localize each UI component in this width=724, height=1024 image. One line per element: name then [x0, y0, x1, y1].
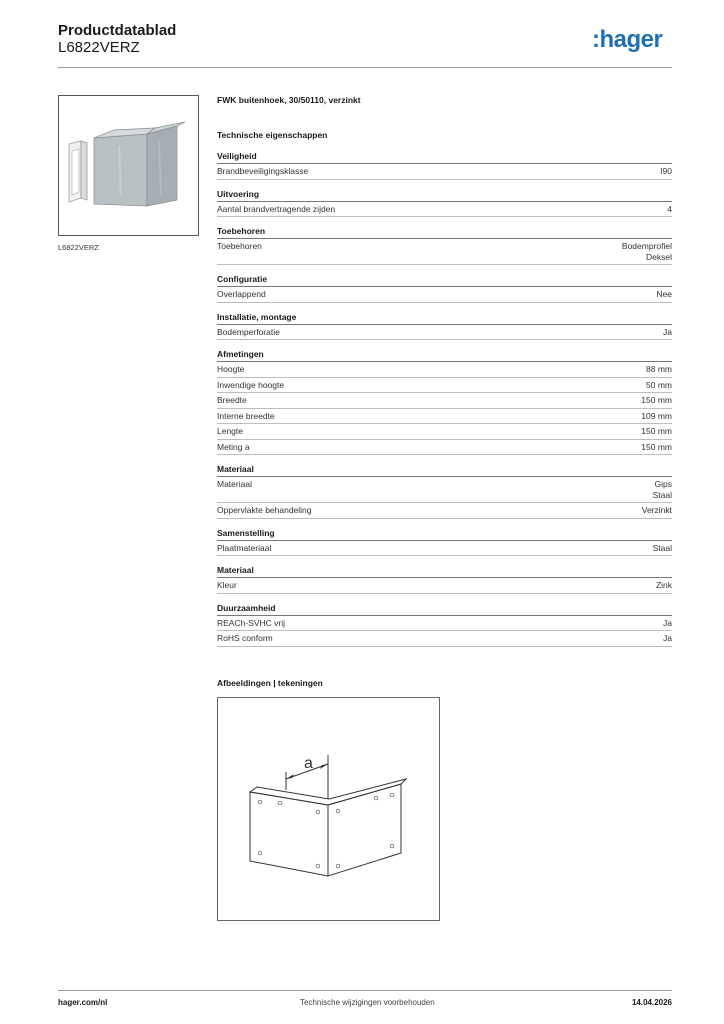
- spec-value-line: Ja: [663, 617, 672, 628]
- spec-row: [217, 503, 672, 519]
- spec-value-line: 150 mm: [641, 426, 672, 436]
- spec-label: Hoogte: [217, 364, 245, 374]
- spec-value: [667, 204, 672, 215]
- spec-row: [217, 287, 672, 303]
- spec-value-line: Ja: [663, 326, 672, 337]
- spec-value-line: Staal: [652, 542, 672, 553]
- spec-group-title: Samenstelling: [217, 528, 672, 541]
- spec-label: Oppervlakte behandeling: [217, 505, 312, 515]
- dimension-label: a: [304, 755, 313, 772]
- spec-row: [217, 477, 672, 503]
- spec-value: [656, 289, 672, 300]
- footer-website: hager.com/nl: [58, 998, 108, 1007]
- hager-logo: [592, 26, 672, 56]
- spec-value: [663, 633, 672, 644]
- spec-group-title: Toebehoren: [217, 226, 672, 239]
- spec-row: [217, 541, 672, 557]
- spec-row: [217, 409, 672, 425]
- technical-drawing: [217, 697, 440, 921]
- spec-value: [642, 505, 672, 516]
- spec-row: [217, 202, 672, 218]
- spec-value-line: Verzinkt: [641, 505, 672, 515]
- spec-group-title: Veiligheid: [217, 151, 672, 164]
- spec-row: [217, 393, 672, 409]
- spec-value-line: Staal: [652, 489, 672, 500]
- spec-value: [646, 364, 672, 375]
- spec-value: [653, 479, 672, 500]
- spec-row: [217, 424, 672, 440]
- spec-label: Plaatmateriaal: [217, 542, 272, 553]
- drawing-title: Afbeeldingen | tekeningen: [217, 678, 323, 688]
- product-photo: [58, 95, 199, 236]
- spec-value: [653, 543, 672, 554]
- spec-group-title: Afmetingen: [217, 349, 672, 362]
- header-divider: [58, 67, 672, 68]
- spec-groups: [217, 151, 672, 647]
- spec-value: [656, 580, 672, 591]
- spec-group-title: Materiaal: [217, 565, 672, 578]
- spec-value-line: 150 mm: [641, 395, 672, 405]
- spec-label: REACh-SVHC vrij: [217, 617, 286, 628]
- spec-value-line: Ja: [663, 633, 672, 643]
- spec-value-line: Zink: [655, 580, 672, 590]
- spec-value-line: Bodemprofiel: [621, 241, 672, 251]
- spec-label: Breedte: [217, 395, 247, 405]
- spec-value-line: Deksel: [646, 251, 672, 262]
- spec-row: [217, 164, 672, 180]
- spec-value: [641, 395, 672, 406]
- document-title: Productdatablad: [58, 22, 177, 39]
- spec-value-line: Gips: [654, 479, 672, 489]
- spec-heading: Technische eigenschappen: [217, 130, 328, 140]
- spec-label: Interne breedte: [217, 410, 275, 421]
- spec-value-line: 50 mm: [646, 379, 672, 390]
- spec-label: Bodemperforatie: [217, 326, 280, 337]
- spec-label: RoHS conform: [217, 633, 273, 643]
- spec-value-line: 150 mm: [641, 441, 672, 452]
- spec-value-line: 88 mm: [646, 364, 672, 374]
- spec-value-line: 4: [667, 203, 672, 214]
- spec-value: [663, 327, 672, 338]
- spec-value: [646, 380, 672, 391]
- spec-group-title: Installatie, montage: [217, 312, 672, 325]
- footer-date: 14.04.2026: [631, 998, 672, 1007]
- spec-value-line: 109 mm: [641, 410, 672, 421]
- spec-label: Materiaal: [217, 479, 252, 489]
- spec-row: [217, 325, 672, 341]
- spec-label: Meting a: [217, 441, 250, 452]
- spec-value: [641, 442, 672, 453]
- spec-label: Toebehoren: [217, 241, 262, 251]
- spec-label: Overlappend: [217, 289, 266, 299]
- spec-group-title: Materiaal: [217, 464, 672, 477]
- spec-row: [217, 578, 672, 594]
- spec-value: [663, 618, 672, 629]
- spec-row: [217, 239, 672, 265]
- spec-row: [217, 440, 672, 456]
- spec-group-title: Uitvoering: [217, 189, 672, 202]
- spec-value: [660, 166, 672, 177]
- spec-label: Lengte: [217, 426, 243, 436]
- spec-value-line: I90: [660, 166, 672, 176]
- spec-label: Brandbeveiligingsklasse: [217, 166, 309, 176]
- spec-group-title: Duurzaamheid: [217, 603, 672, 616]
- spec-group-title: Configuratie: [217, 274, 672, 287]
- footer-divider: [58, 990, 672, 991]
- spec-value-line: Nee: [656, 289, 672, 299]
- spec-label: Kleur: [217, 580, 237, 590]
- spec-row: [217, 378, 672, 394]
- spec-value: [622, 241, 672, 262]
- spec-value: [641, 426, 672, 437]
- spec-row: [217, 616, 672, 632]
- spec-label: Aantal brandvertragende zijden: [217, 203, 336, 214]
- spec-value: [641, 411, 672, 422]
- spec-section: [217, 95, 672, 647]
- product-code: L6822VERZ: [58, 39, 140, 56]
- spec-label: Inwendige hoogte: [217, 379, 285, 390]
- spec-row: [217, 362, 672, 378]
- spec-row: [217, 631, 672, 647]
- logo-text: :hager: [592, 26, 663, 53]
- photo-caption: L6822VERZ: [58, 243, 99, 252]
- footer-disclaimer: Technische wijzigingen voorbehouden: [300, 998, 435, 1007]
- product-name: FWK buitenhoek, 30/50110, verzinkt: [217, 95, 361, 105]
